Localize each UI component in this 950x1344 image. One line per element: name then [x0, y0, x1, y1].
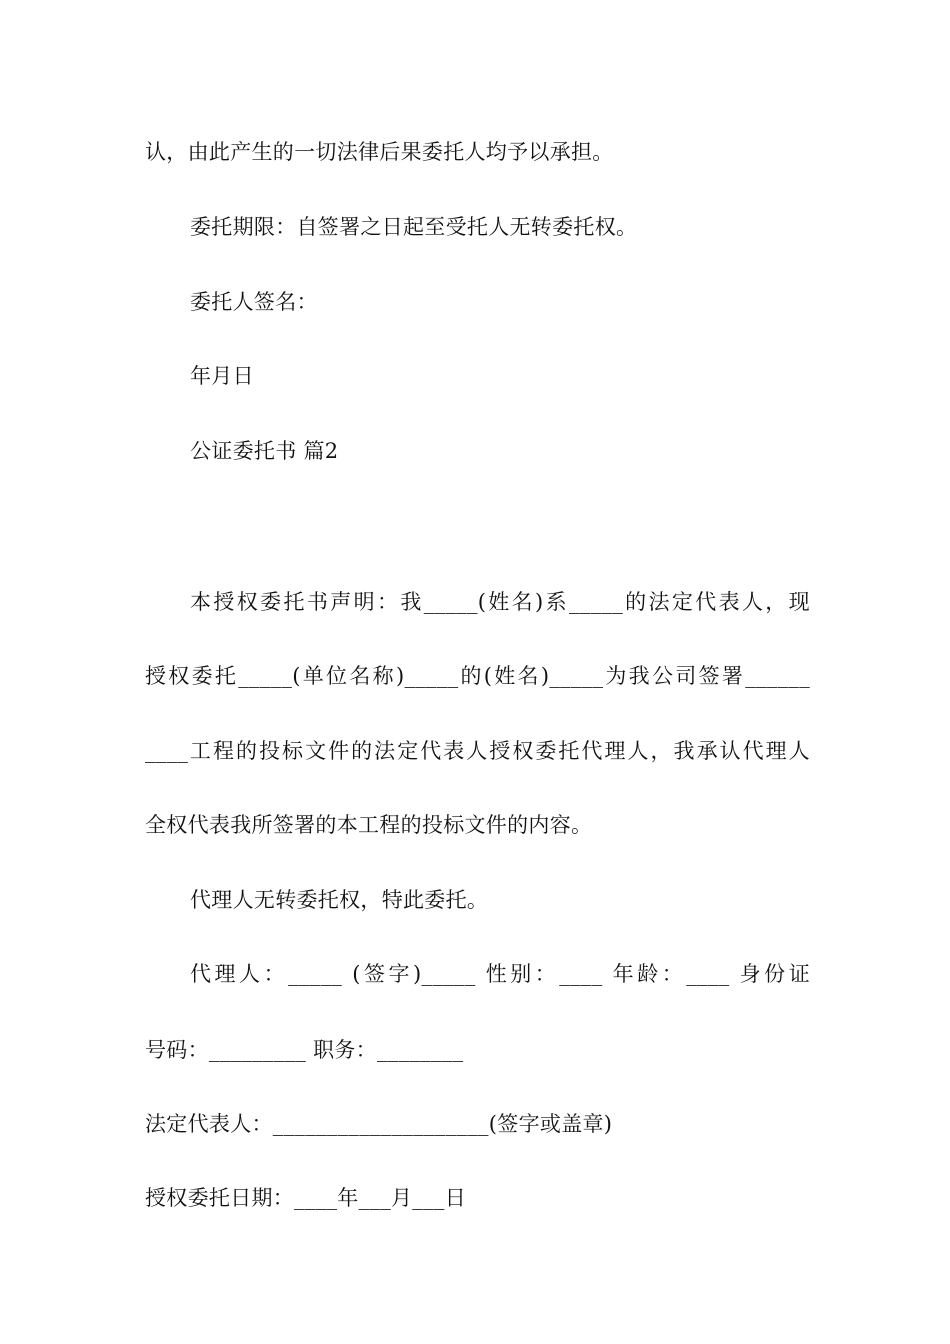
- declaration-line-4: 全权代表我所签署的本工程的投标文件的内容。: [145, 813, 593, 837]
- declaration-line-3: ____工程的投标文件的法定代表人授权委托代理人，我承认代理人: [145, 739, 810, 763]
- declaration-line-1: 本授权委托书声明：我_____(姓名)系_____的法定代表人，现: [190, 590, 810, 614]
- date-line: 年月日: [190, 364, 254, 388]
- agent-info-line-2: 号码：_________ 职务：________: [145, 1038, 464, 1062]
- declaration-line-2: 授权委托_____(单位名称)_____的(姓名)_____为我公司签署______: [145, 664, 810, 688]
- section-heading: 公证委托书 篇2: [190, 439, 339, 463]
- paragraph-continuation: 认，由此产生的一切法律后果委托人均予以承担。: [145, 140, 614, 164]
- authorization-date-line: 授权委托日期：____年___月___日: [145, 1186, 466, 1210]
- no-subdelegation: 代理人无转委托权，特此委托。: [190, 888, 489, 912]
- legal-representative-line: 法定代表人：____________________(签字或盖章): [145, 1112, 613, 1136]
- agent-info-line-1: 代理人：_____ (签字)_____ 性别：____ 年龄：____ 身份证: [190, 962, 810, 986]
- entrustment-period: 委托期限：自签署之日起至受托人无转委托权。: [190, 215, 638, 239]
- principal-signature: 委托人签名：: [190, 290, 318, 314]
